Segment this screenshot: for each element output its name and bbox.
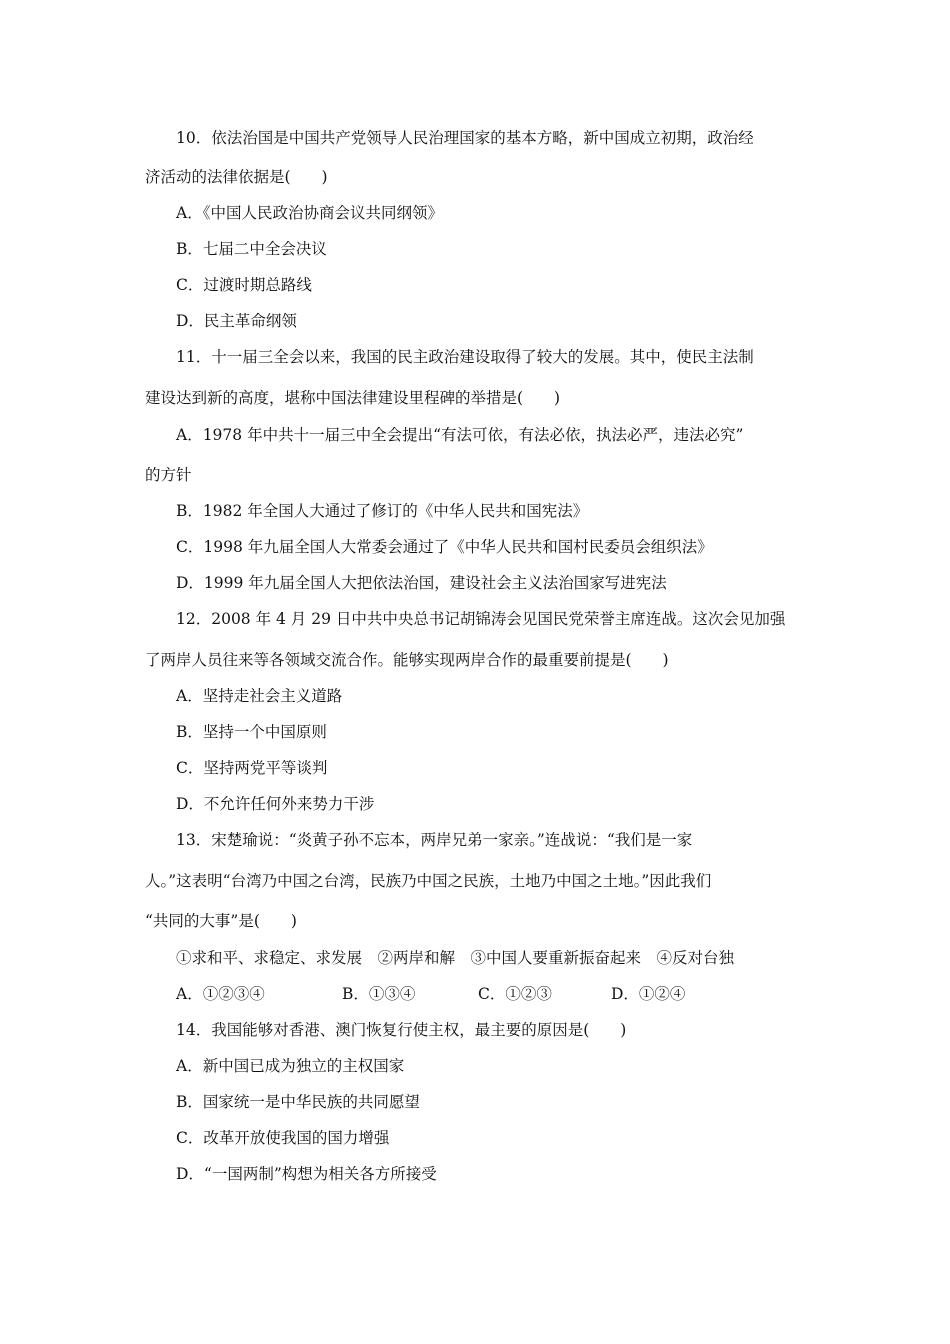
question-10-option-a: A．《中国人民政治协商会议共同纲领》 bbox=[176, 204, 443, 222]
question-13-stem-line-3: “共同的大事”是( ) bbox=[145, 912, 297, 930]
question-11-stem-line-1: 11．十一届三全会以来，我国的民主政治建设取得了较大的发展。其中，使民主法制 bbox=[176, 348, 754, 366]
question-10-option-c: C．过渡时期总路线 bbox=[176, 276, 312, 294]
question-12-option-c: C．坚持两党平等谈判 bbox=[176, 759, 328, 777]
question-12-option-a: A．坚持走社会主义道路 bbox=[176, 687, 343, 705]
question-10-stem-line-2: 济活动的法律依据是( ) bbox=[145, 168, 328, 186]
question-11-option-a-continued: 的方针 bbox=[145, 466, 192, 484]
question-12-stem-line-2: 了两岸人员往来等各领域交流合作。能够实现两岸合作的最重要前提是( ) bbox=[145, 651, 669, 669]
question-11-option-d: D．1999 年九届全国人大把依法治国，建设社会主义法治国家写进宪法 bbox=[176, 574, 667, 592]
question-14-option-b: B．国家统一是中华民族的共同愿望 bbox=[176, 1093, 420, 1111]
question-13-stem-line-1: 13．宋楚瑜说：“炎黄子孙不忘本，两岸兄弟一家亲。”连战说：“我们是一家 bbox=[176, 831, 693, 849]
question-13-stem-line-2: 人。”这表明“台湾乃中国之台湾，民族乃中国之民族，土地乃中国之土地。”因此我们 bbox=[145, 872, 712, 890]
question-11-stem-line-2: 建设达到新的高度，堪称中国法律建设里程碑的举措是( ) bbox=[145, 389, 561, 407]
question-11-option-a: A．1978 年中共十一届三中全会提出“有法可依，有法必依，执法必严，违法必究” bbox=[176, 426, 744, 444]
question-13-items: ①求和平、求稳定、求发展 ②两岸和解 ③中国人要重新振奋起来 ④反对台独 bbox=[176, 949, 735, 967]
question-10-stem-line-1: 10．依法治国是中国共产党领导人民治理国家的基本方略，新中国成立初期，政治经 bbox=[176, 129, 754, 147]
question-12-option-d: D．不允许任何外来势力干涉 bbox=[176, 795, 375, 813]
question-13-option-b: B．①③④ bbox=[342, 985, 416, 1003]
question-13-option-d: D．①②④ bbox=[611, 985, 686, 1003]
question-13-option-a: A．①②③④ bbox=[176, 985, 265, 1003]
question-11-option-c: C．1998 年九届全国人大常委会通过了《中华人民共和国村民委员会组织法》 bbox=[176, 538, 713, 556]
question-10-option-d: D．民主革命纲领 bbox=[176, 312, 297, 330]
question-14-option-d: D．“一国两制”构想为相关各方所接受 bbox=[176, 1165, 437, 1183]
question-12-stem-line-1: 12．2008 年 4 月 29 日中共中央总书记胡锦涛会见国民党荣誉主席连战。这次会见加强 bbox=[176, 610, 786, 628]
question-14-option-a: A．新中国已成为独立的主权国家 bbox=[176, 1057, 405, 1075]
question-10-option-b: B．七届二中全会决议 bbox=[176, 240, 327, 258]
question-13-option-c: C．①②③ bbox=[478, 985, 552, 1003]
question-13-options-row bbox=[0, 984, 950, 1004]
question-11-option-b: B．1982 年全国人大通过了修订的《中华人民共和国宪法》 bbox=[176, 502, 589, 520]
question-14-stem: 14．我国能够对香港、澳门恢复行使主权，最主要的原因是( ) bbox=[176, 1021, 627, 1039]
question-14-option-c: C．改革开放使我国的国力增强 bbox=[176, 1129, 390, 1147]
question-12-option-b: B．坚持一个中国原则 bbox=[176, 723, 327, 741]
